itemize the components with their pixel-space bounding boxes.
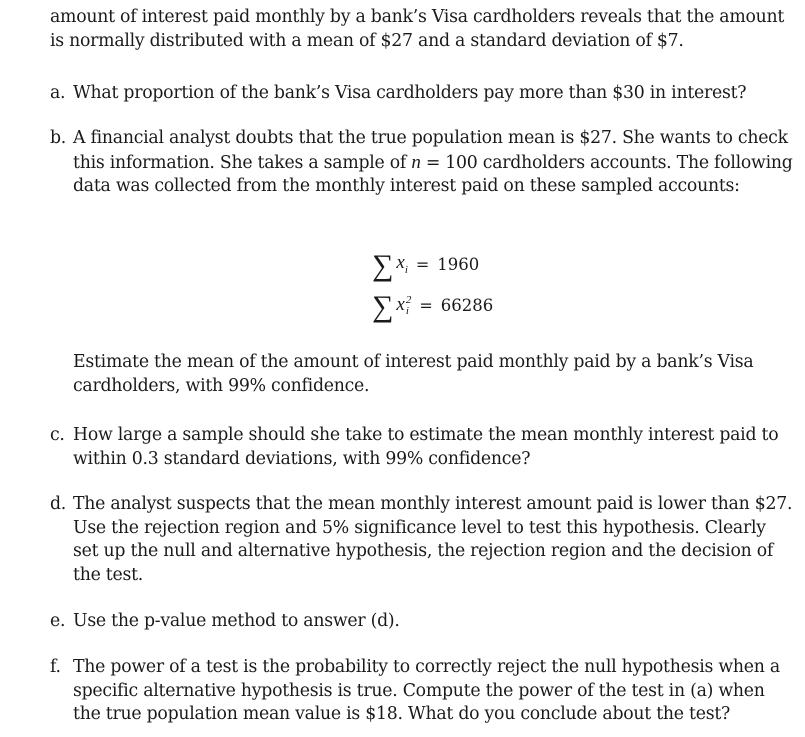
question-c [50, 424, 795, 471]
question-c-text: How large a sample should she take to estimate the mean monthly interest paid to within 0.3 standard deviations, with 99% confidence? [73, 425, 779, 469]
question-e-text: Use the p-value method to answer (d). [73, 611, 400, 631]
question-d-text: The analyst suspects that the mean monthly interest amount paid is lower than $27. Use the rejection region and 5% significance level to test this hypothesis. Clearly set up the null and alternative hypothesis, the rejection region and the decision of the test. [73, 494, 793, 585]
formula-variable: $x_i$ [396, 252, 408, 276]
summation-icon: ∑ [372, 249, 394, 282]
question-f-label: f. [50, 657, 61, 677]
question-b-label: b. [50, 128, 67, 148]
question-e-label: e. [50, 611, 66, 631]
formula-equals: = [415, 254, 430, 274]
question-e [50, 610, 795, 634]
question-b-text [73, 127, 795, 199]
question-c-label: c. [50, 425, 65, 445]
question-a-label: a. [50, 83, 66, 103]
question-a-text: What proportion of the bank’s Visa cardholders pay more than $30 in interest? [73, 83, 747, 103]
question-d [50, 493, 795, 587]
intro-paragraph: amount of interest paid monthly by a bank’s Visa cardholders reveals that the amount is normally distributed with a mean of $27 and a standard deviation of $7. [50, 7, 785, 51]
summation-icon: ∑ [372, 290, 394, 323]
formula-superscript: 2 [405, 294, 412, 307]
sum-x-formula [372, 249, 480, 282]
formula-subscript: i [405, 305, 409, 318]
question-a [50, 82, 795, 106]
formula-variable: x 2 i [396, 293, 412, 318]
question-f-text: The power of a test is the probability to correctly reject the null hypothesis when a specific alternative hypothesis is true. Compute the power of the test in (a) when the true population mean value is $18. What do you conclude about the test? [73, 657, 780, 724]
formula-equals: = [419, 295, 433, 315]
formula-subscript: i [404, 263, 408, 276]
question-b-followup: Estimate the mean of the amount of interest paid monthly paid by a bank’s Visa cardholders, with 99% confidence. [73, 352, 754, 396]
question-d-label: d. [50, 494, 67, 514]
question-b [50, 127, 795, 199]
question-b-text-pre: A financial analyst doubts that the true population mean is $27. She wants to check this information. She takes a sample of [73, 128, 788, 173]
sum-x-squared-formula [372, 290, 494, 323]
question-f [50, 656, 795, 727]
sum-x-value: 1960 [437, 254, 480, 274]
sum-x-squared-value: 66286 [440, 295, 494, 315]
question-b-text-post: = 100 cardholders accounts. The following data was collected from the monthly interest paid on these sampled accounts: [73, 152, 793, 196]
sample-size-variable: n [411, 151, 421, 173]
